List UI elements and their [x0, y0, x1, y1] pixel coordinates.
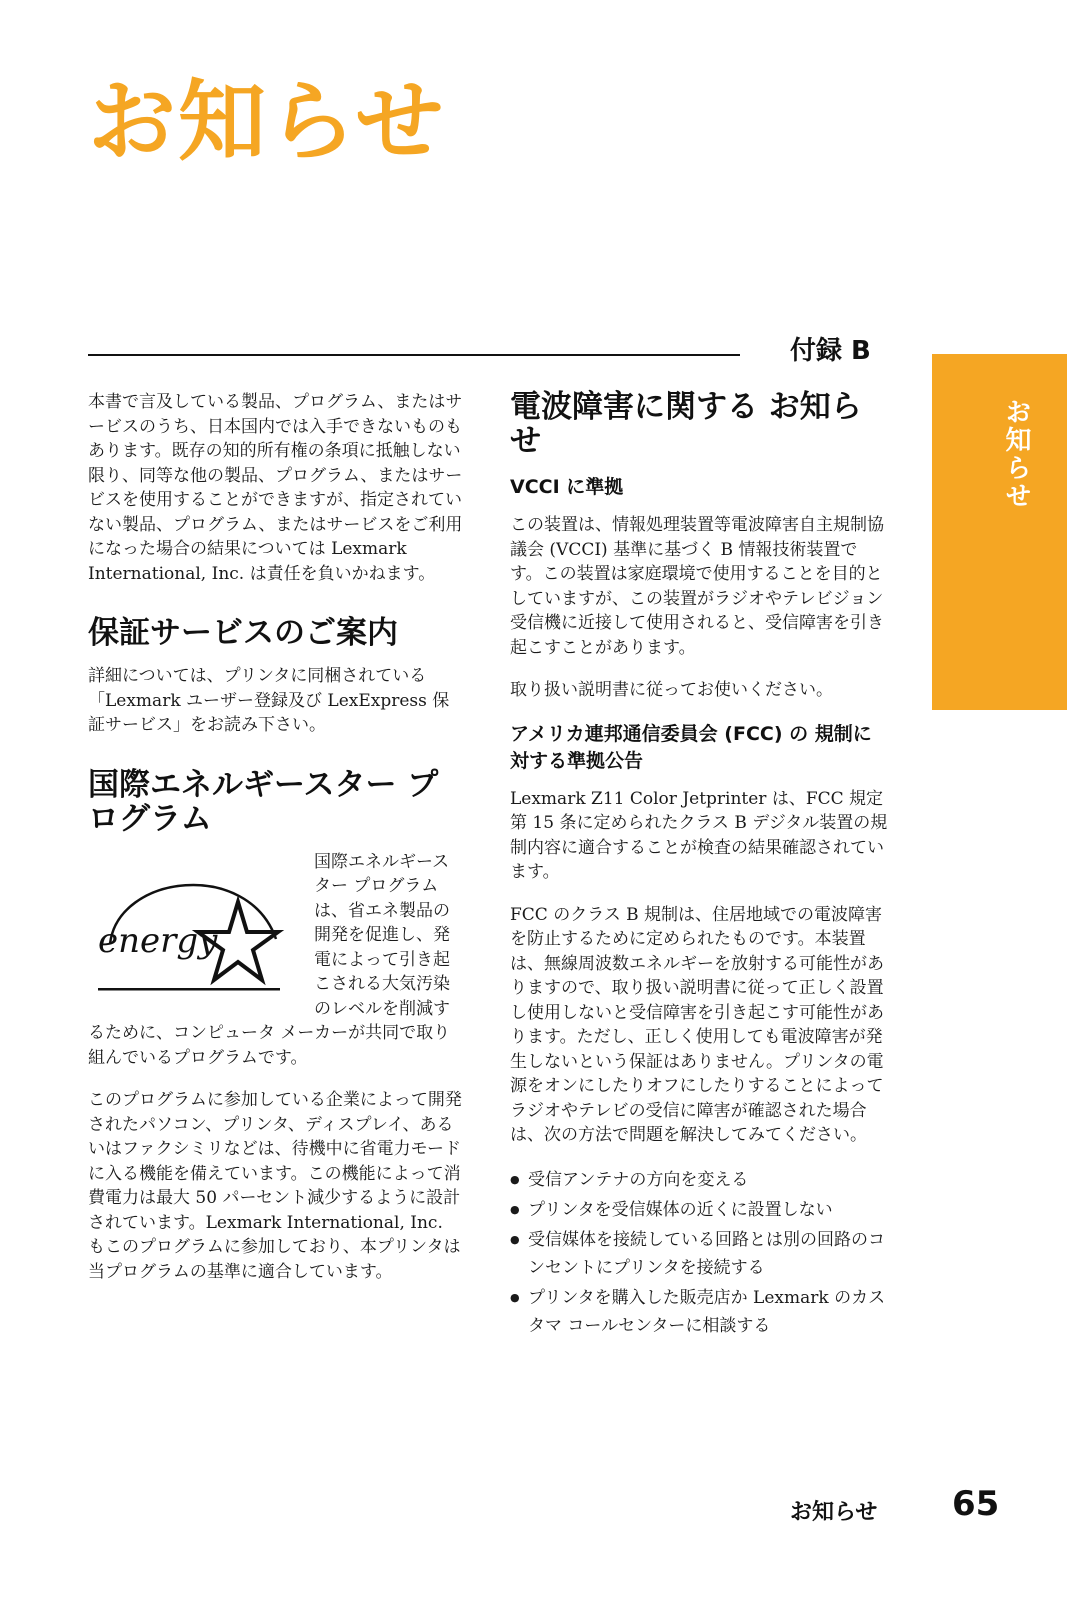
vcci-heading: VCCI に準拠: [510, 476, 624, 498]
energy-star-block: [88, 850, 463, 1089]
list-item: ● 受信アンテナの方向を変える: [510, 1166, 890, 1194]
fcc-heading: アメリカ連邦通信委員会 (FCC) の 規制に対する準拠公告: [510, 722, 872, 772]
header-rule: [88, 354, 740, 356]
right-column: [510, 390, 890, 1342]
vcci-note: 取り扱い説明書に従ってお使いください。: [510, 680, 833, 700]
list-item: ● プリンタを受信媒体の近くに設置しない: [510, 1196, 890, 1224]
intro-paragraph: 本書で言及している製品、プログラム、またはサービスのうち、日本国内では入手できないものもあります。既存の知的所有権の条項に抵触しない限り、同等な他の製品、プログラム、またはサービスを使用することができますが、指定されていない製品、プログラム、またはサービスをご利用になった場合の結果については Lexmark International, Inc. は責任を負いかねます。: [88, 392, 463, 584]
energy-star-heading: 国際エネルギースター プログラム: [88, 766, 439, 837]
appendix-label: 付録 B: [790, 336, 871, 366]
energy-program-paragraph: このプログラムに参加している企業によって開発されたパソコン、プリンタ、ディスプレイ、あるいはファクシミリなどは、待機中に省電力モードに入る機能を備えています。この機能によって消費電力は最大 50 パーセント減少するように設計されています。Lexmark International, Inc. もこのプログラムに参加しており、本プリンタは当プログラムの基準に適合しています。: [88, 1090, 462, 1282]
list-item: ● プリンタを購入した販売店か Lexmark のカスタマ コールセンターに相談する: [510, 1284, 890, 1340]
warranty-paragraph: 詳細については、プリンタに同梱されている「Lexmark ユーザー登録及び LexExpress 保証サービス」をお読み下さい。: [88, 666, 450, 735]
fcc-paragraph-2: FCC のクラス B 規制は、住居地域での電波障害を防止するために定められたものです。本装置は、無線周波数エネルギーを放射する可能性がありますので、取り扱い説明書に従って正しく設置し使用しないと受信障害を引き起こす可能性があります。ただし、正しく使用しても電波障害が発生しないという保証はありません。プリンタの電源をオンにしたりオフにしたりすることによってラジオやテレビの受信に障害が確認された場合は、次の方法で問題を解決してみてください。: [510, 904, 884, 1145]
page-title: お知らせ: [88, 70, 446, 173]
fcc-paragraph-1: Lexmark Z11 Color Jetprinter は、FCC 規定第 15 条に定められたクラス B デジタル装置の規制内容に適合することが検査の結果確認されています。: [510, 788, 888, 882]
footer-label: お知らせ: [790, 1500, 878, 1525]
warranty-heading: 保証サービスのご案内: [88, 615, 398, 651]
left-column: [88, 390, 463, 1302]
energy-logo-text: energy: [98, 920, 218, 961]
side-tab-label: お知らせ: [1001, 398, 1031, 510]
page-number: 65: [952, 1484, 1000, 1524]
remedy-list: [510, 1166, 890, 1340]
list-item: ● 受信媒体を接続している回路とは別の回路のコンセントにプリンタを接続する: [510, 1226, 890, 1282]
energy-star-logo-icon: [88, 854, 288, 1004]
vcci-paragraph: この装置は、情報処理装置等電波障害自主規制協議会 (VCCI) 基準に基づく B 情報技術装置です。この装置は家庭環境で使用することを目的としていますが、この装置がラジオやテレビジョン受信機に近接して使用されると、受信障害を引き起こすことがあります。: [510, 515, 884, 658]
radio-interference-heading: 電波障害に関する お知らせ: [510, 389, 862, 459]
energy-star-paragraph: 国際エネルギースター プログラムは、省エネ製品の開発を促進し、発電によって引き起こされる大気汚染のレベルを削減するために、コンピュータ メーカーが共同で取り組んでいるプログラムです。: [88, 851, 451, 1068]
